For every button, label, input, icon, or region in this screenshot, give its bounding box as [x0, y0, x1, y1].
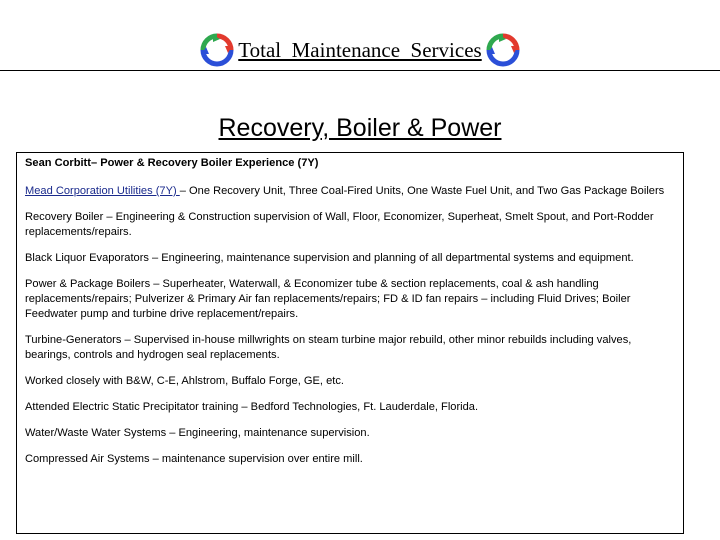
header-title: Total Maintenance Services	[238, 37, 482, 62]
list-item: Water/Waste Water Systems – Engineering, maintenance supervision.	[25, 427, 370, 439]
list-item: Worked closely with B&W, C-E, Ahlstrom, Buffalo Forge, GE, etc.	[25, 375, 344, 387]
recycle-arrows-logo-right-icon	[486, 33, 520, 67]
list-item: Black Liquor Evaporators – Engineering, maintenance supervision and planning of all departmental systems and equipment.	[25, 252, 634, 264]
slide-title-text: Recovery, Boiler & Power	[218, 114, 502, 142]
content-heading: Sean Corbitt– Power & Recovery Boiler Experience (7Y)	[25, 157, 319, 169]
recycle-arrows-logo-left-icon	[200, 33, 234, 67]
list-item: Attended Electric Static Precipitator training – Bedford Technologies, Ft. Lauderdale, Florida.	[25, 401, 479, 413]
mead-corporation-link[interactable]: Mead Corporation Utilities (7Y)	[25, 185, 180, 197]
header-divider	[0, 70, 720, 71]
slide-title	[0, 114, 720, 143]
content-box	[16, 152, 684, 534]
header	[0, 30, 720, 70]
list-item: Recovery Boiler – Engineering & Construction supervision of Wall, Floor, Economizer, Superheat, Smelt Spout, and Port-Rodder replacements/repairs.	[25, 211, 654, 238]
list-item: Power & Package Boilers – Superheater, Waterwall, & Economizer tube & section replacements, coal & ash handling replacements/repairs; Pulverizer & Primary Air fan replacements/repairs; FD & ID fan repairs – including Fluid Drives; Boiler Feedwater pump and turbine drive replacement/repairs.	[25, 278, 631, 320]
list-item: Compressed Air Systems – maintenance supervision over entire mill.	[25, 453, 363, 465]
list-item: Turbine-Generators – Supervised in-house millwrights on steam turbine major rebuild, other minor rebuilds including valves, bearings, controls and hydrogen seal replacements.	[25, 334, 632, 361]
list-item-text: – One Recovery Unit, Three Coal-Fired Units, One Waste Fuel Unit, and Two Gas Package Boilers	[179, 185, 665, 197]
list-item	[25, 184, 675, 199]
